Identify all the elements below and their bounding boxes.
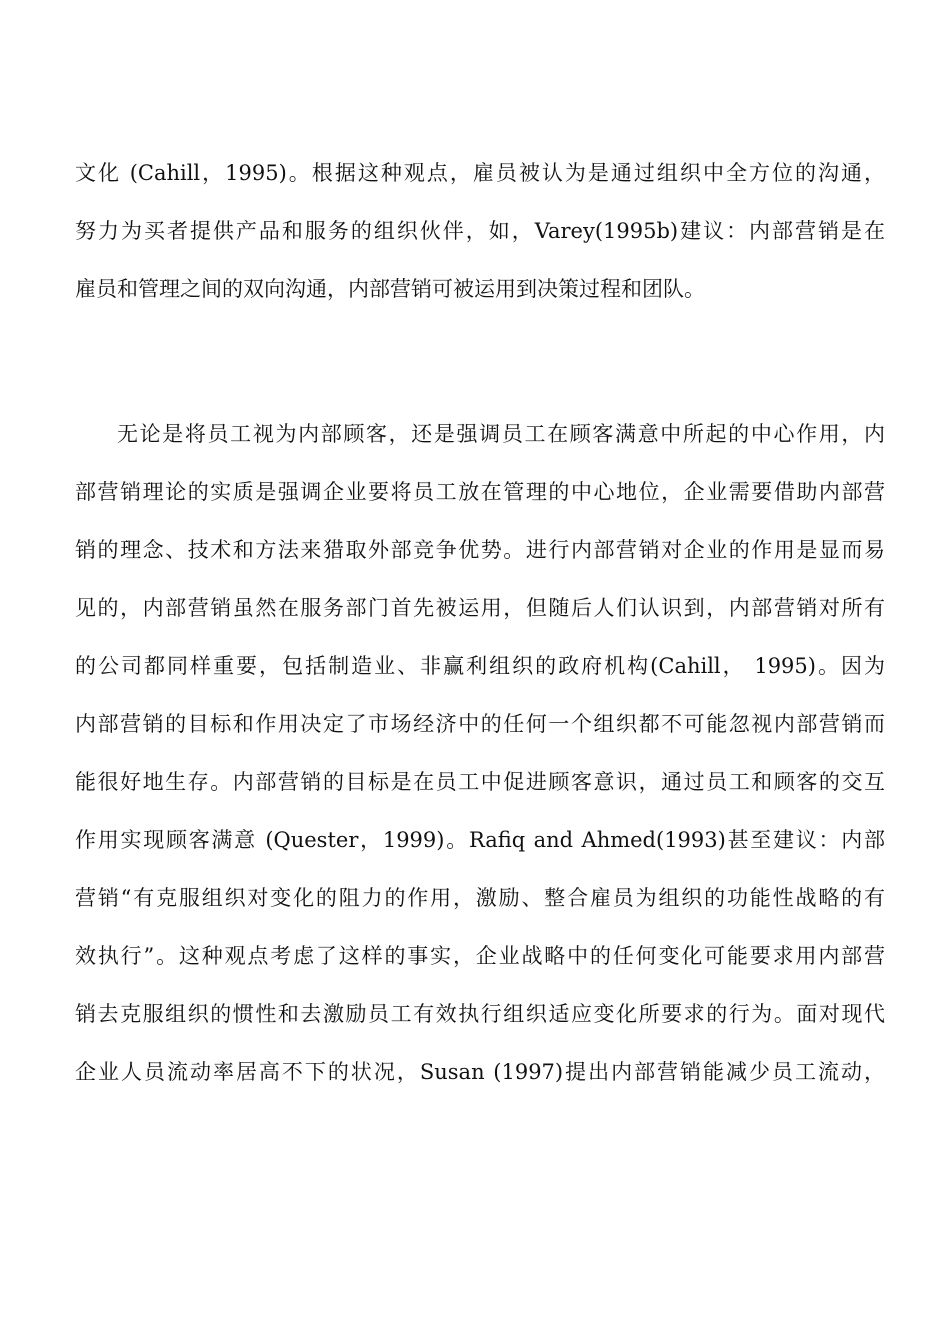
paragraph-1 [75, 144, 885, 318]
text-line: 销的理念、技术和方法来猎取外部竞争优势。进行内部营销对企业的作用是显而易 [75, 538, 885, 562]
text-line: 内部营销的目标和作用决定了市场经济中的任何一个组织都不可能忽视内部营销而 [75, 712, 885, 736]
text-line: 雇员和管理之间的双向沟通，内部营销可被运用到决策过程和团队。 [75, 277, 705, 301]
text-line: 文化 (Cahill，1995)。根据这种观点，雇员被认为是通过组织中全方位的沟通， [75, 161, 885, 185]
text-line: 无论是将员工视为内部顾客，还是强调员工在顾客满意中所起的中心作用，内 [117, 422, 885, 446]
text-line: 部营销理论的实质是强调企业要将员工放在管理的中心地位，企业需要借助内部营 [75, 480, 885, 504]
text-line: 营销“有克服组织对变化的阻力的作用，激励、整合雇员为组织的功能性战略的有 [75, 886, 885, 910]
text-line: 销去克服组织的惯性和去激励员工有效执行组织适应变化所要求的行为。面对现代 [75, 1002, 885, 1026]
text-line: 见的，内部营销虽然在服务部门首先被运用，但随后人们认识到，内部营销对所有 [75, 596, 885, 620]
text-line: 努力为买者提供产品和服务的组织伙伴，如，Varey(1995b)建议：内部营销是在 [75, 219, 885, 243]
paragraph-2 [75, 405, 885, 1101]
text-line: 作用实现顾客满意 (Quester，1999)。Rafiq and Ahmed(1993)甚至建议：内部 [75, 828, 885, 852]
text-line: 效执行”。这种观点考虑了这样的事实，企业战略中的任何变化可能要求用内部营 [75, 944, 885, 968]
text-line: 的公司都同样重要，包括制造业、非赢利组织的政府机构(Cahill， 1995)。因为 [75, 654, 885, 678]
text-line: 能很好地生存。内部营销的目标是在员工中促进顾客意识，通过员工和顾客的交互 [75, 770, 885, 794]
text-line: 企业人员流动率居高不下的状况，Susan (1997)提出内部营销能减少员工流动， [75, 1060, 885, 1084]
